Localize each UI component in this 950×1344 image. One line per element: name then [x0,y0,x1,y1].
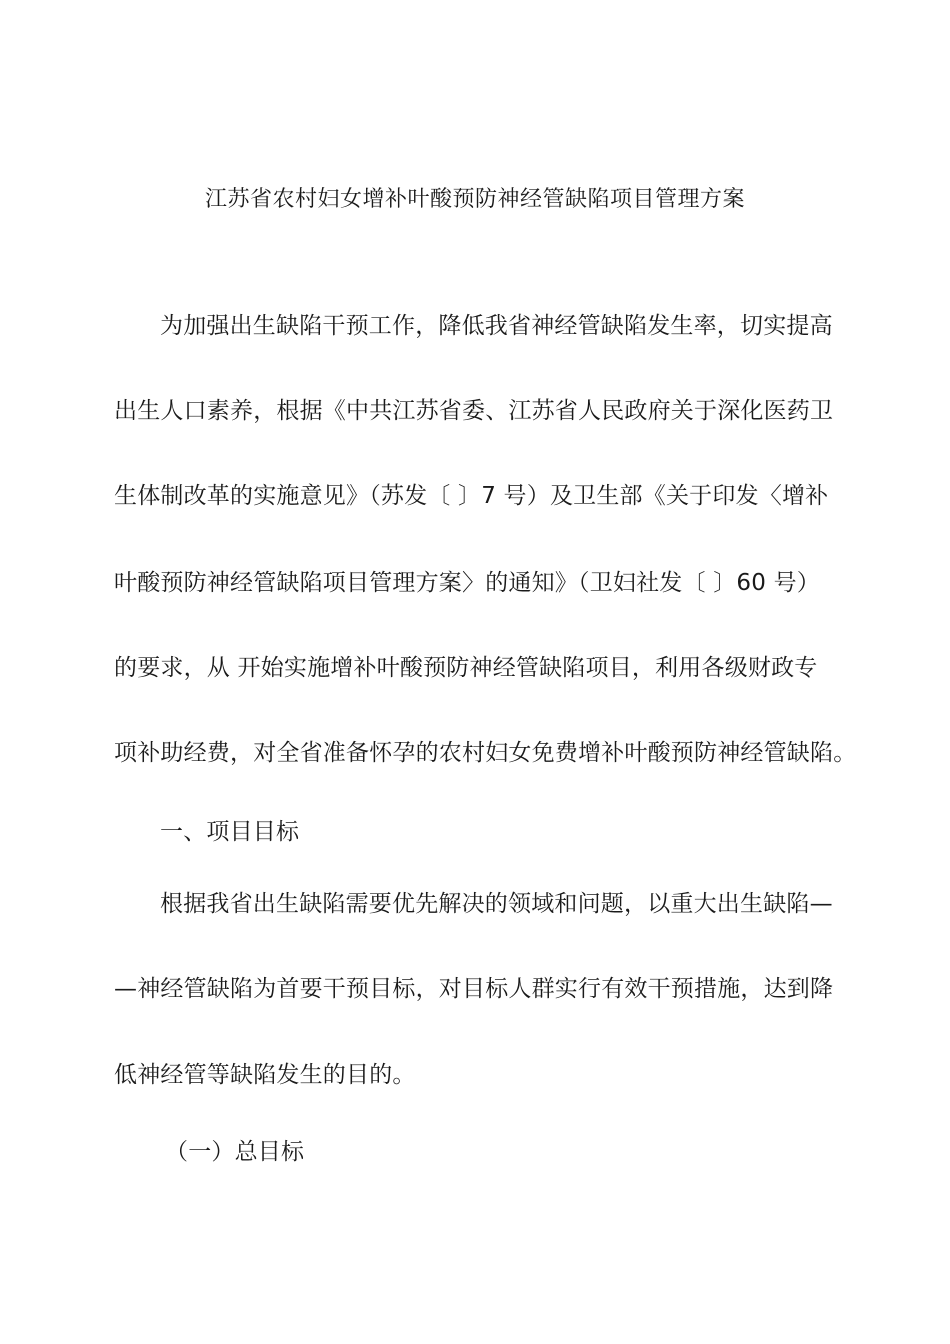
paragraph-line: 叶酸预防神经管缺陷项目管理方案〉的通知》（卫妇社发〔 〕60 号） [114,570,820,596]
paragraph-line: 根据我省出生缺陷需要优先解决的领域和问题，以重大出生缺陷— [160,891,833,917]
paragraph-line: 的要求，从 开始实施增补叶酸预防神经管缺陷项目，利用各级财政专 [114,655,818,681]
paragraph-line: 为加强出生缺陷干预工作，降低我省神经管缺陷发生率，切实提高 [160,313,833,339]
paragraph-line: 生体制改革的实施意见》（苏发〔 〕7 号）及卫生部《关于印发〈增补 [114,483,829,509]
section-heading: 一、项目目标 [160,819,300,845]
document-title: 江苏省农村妇女增补叶酸预防神经管缺陷项目管理方案 [204,187,745,212]
subsection-heading: （一）总目标 [165,1139,305,1165]
paragraph-line: 低神经管等缺陷发生的目的。 [114,1062,416,1088]
paragraph-line: —神经管缺陷为首要干预目标，对目标人群实行有效干预措施，达到降 [114,976,834,1002]
paragraph-line: 项补助经费，对全省准备怀孕的农村妇女免费增补叶酸预防神经管缺陷。 [114,740,857,766]
paragraph-line: 出生人口素养，根据《中共江苏省委、江苏省人民政府关于深化医药卫 [114,398,834,424]
